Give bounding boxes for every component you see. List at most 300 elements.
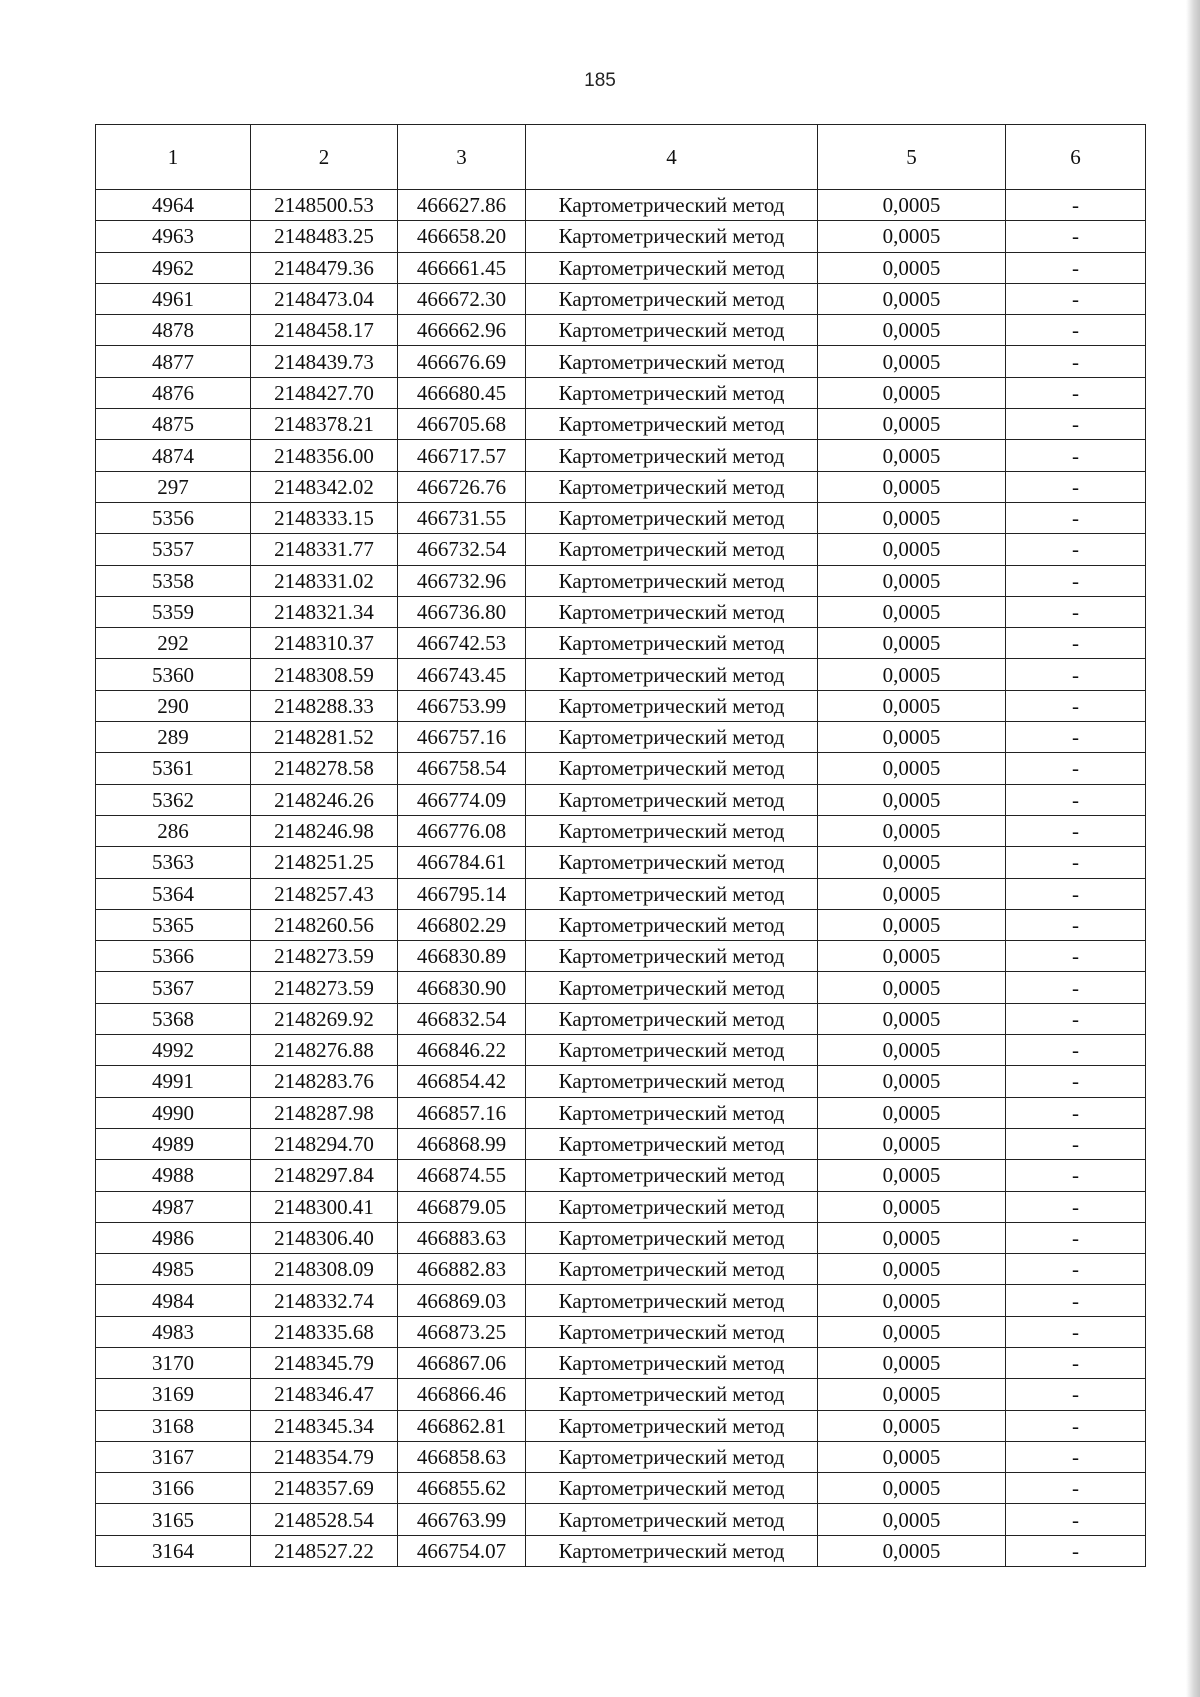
precision-cell: 0,0005 <box>818 1003 1006 1034</box>
y-coordinate-cell: 466627.86 <box>398 190 526 221</box>
note-cell: - <box>1006 377 1146 408</box>
y-coordinate-cell: 466795.14 <box>398 878 526 909</box>
method-cell: Картометрический метод <box>526 1128 818 1159</box>
precision-cell: 0,0005 <box>818 1504 1006 1535</box>
precision-cell: 0,0005 <box>818 377 1006 408</box>
y-coordinate-cell: 466658.20 <box>398 221 526 252</box>
x-coordinate-cell: 2148278.58 <box>251 753 398 784</box>
method-cell: Картометрический метод <box>526 221 818 252</box>
method-cell: Картометрический метод <box>526 1254 818 1285</box>
precision-cell: 0,0005 <box>818 1066 1006 1097</box>
note-cell: - <box>1006 1003 1146 1034</box>
precision-cell: 0,0005 <box>818 502 1006 533</box>
header-row <box>96 125 1146 190</box>
note-cell: - <box>1006 596 1146 627</box>
note-cell: - <box>1006 565 1146 596</box>
method-cell: Картометрический метод <box>526 534 818 565</box>
x-coordinate-cell: 2148308.59 <box>251 659 398 690</box>
note-cell: - <box>1006 471 1146 502</box>
method-cell: Картометрический метод <box>526 1316 818 1347</box>
y-coordinate-cell: 466732.96 <box>398 565 526 596</box>
note-cell: - <box>1006 1128 1146 1159</box>
method-cell: Картометрический метод <box>526 283 818 314</box>
x-coordinate-cell: 2148288.33 <box>251 690 398 721</box>
point-number-cell: 4990 <box>96 1097 251 1128</box>
table-body <box>96 190 1146 1567</box>
y-coordinate-cell: 466846.22 <box>398 1035 526 1066</box>
x-coordinate-cell: 2148321.34 <box>251 596 398 627</box>
table-row <box>96 315 1146 346</box>
y-coordinate-cell: 466774.09 <box>398 784 526 815</box>
table-row <box>96 1504 1146 1535</box>
precision-cell: 0,0005 <box>818 659 1006 690</box>
table-row <box>96 502 1146 533</box>
note-cell: - <box>1006 190 1146 221</box>
header-cell-1: 1 <box>96 125 251 190</box>
note-cell: - <box>1006 409 1146 440</box>
method-cell: Картометрический метод <box>526 1504 818 1535</box>
table-row <box>96 1316 1146 1347</box>
note-cell: - <box>1006 1473 1146 1504</box>
precision-cell: 0,0005 <box>818 1347 1006 1378</box>
y-coordinate-cell: 466858.63 <box>398 1441 526 1472</box>
method-cell: Картометрический метод <box>526 722 818 753</box>
point-number-cell: 4991 <box>96 1066 251 1097</box>
precision-cell: 0,0005 <box>818 1410 1006 1441</box>
point-number-cell: 4877 <box>96 346 251 377</box>
table-row <box>96 440 1146 471</box>
point-number-cell: 5368 <box>96 1003 251 1034</box>
y-coordinate-cell: 466883.63 <box>398 1222 526 1253</box>
point-number-cell: 297 <box>96 471 251 502</box>
point-number-cell: 5365 <box>96 909 251 940</box>
table-header <box>96 125 1146 190</box>
table-row <box>96 1285 1146 1316</box>
method-cell: Картометрический метод <box>526 1160 818 1191</box>
y-coordinate-cell: 466867.06 <box>398 1347 526 1378</box>
table-row <box>96 972 1146 1003</box>
header-cell-3: 3 <box>398 125 526 190</box>
note-cell: - <box>1006 659 1146 690</box>
point-number-cell: 4961 <box>96 283 251 314</box>
point-number-cell: 5358 <box>96 565 251 596</box>
method-cell: Картометрический метод <box>526 190 818 221</box>
method-cell: Картометрический метод <box>526 972 818 1003</box>
x-coordinate-cell: 2148345.34 <box>251 1410 398 1441</box>
method-cell: Картометрический метод <box>526 1285 818 1316</box>
x-coordinate-cell: 2148479.36 <box>251 252 398 283</box>
method-cell: Картометрический метод <box>526 252 818 283</box>
x-coordinate-cell: 2148473.04 <box>251 283 398 314</box>
precision-cell: 0,0005 <box>818 1128 1006 1159</box>
table-row <box>96 722 1146 753</box>
note-cell: - <box>1006 815 1146 846</box>
point-number-cell: 3165 <box>96 1504 251 1535</box>
note-cell: - <box>1006 1222 1146 1253</box>
y-coordinate-cell: 466743.45 <box>398 659 526 690</box>
y-coordinate-cell: 466784.61 <box>398 847 526 878</box>
method-cell: Картометрический метод <box>526 1066 818 1097</box>
precision-cell: 0,0005 <box>818 753 1006 784</box>
table-row <box>96 283 1146 314</box>
point-number-cell: 292 <box>96 628 251 659</box>
point-number-cell: 5359 <box>96 596 251 627</box>
x-coordinate-cell: 2148294.70 <box>251 1128 398 1159</box>
table-row <box>96 909 1146 940</box>
point-number-cell: 4992 <box>96 1035 251 1066</box>
y-coordinate-cell: 466672.30 <box>398 283 526 314</box>
note-cell: - <box>1006 283 1146 314</box>
method-cell: Картометрический метод <box>526 1191 818 1222</box>
point-number-cell: 4985 <box>96 1254 251 1285</box>
note-cell: - <box>1006 1316 1146 1347</box>
table-row <box>96 1535 1146 1566</box>
table-row <box>96 1379 1146 1410</box>
table-row <box>96 346 1146 377</box>
point-number-cell: 4984 <box>96 1285 251 1316</box>
method-cell: Картометрический метод <box>526 941 818 972</box>
precision-cell: 0,0005 <box>818 1254 1006 1285</box>
method-cell: Картометрический метод <box>526 1035 818 1066</box>
note-cell: - <box>1006 315 1146 346</box>
x-coordinate-cell: 2148332.74 <box>251 1285 398 1316</box>
method-cell: Картометрический метод <box>526 377 818 408</box>
precision-cell: 0,0005 <box>818 1379 1006 1410</box>
y-coordinate-cell: 466731.55 <box>398 502 526 533</box>
note-cell: - <box>1006 1191 1146 1222</box>
x-coordinate-cell: 2148331.02 <box>251 565 398 596</box>
y-coordinate-cell: 466661.45 <box>398 252 526 283</box>
point-number-cell: 5362 <box>96 784 251 815</box>
x-coordinate-cell: 2148273.59 <box>251 972 398 1003</box>
x-coordinate-cell: 2148331.77 <box>251 534 398 565</box>
point-number-cell: 3167 <box>96 1441 251 1472</box>
precision-cell: 0,0005 <box>818 565 1006 596</box>
x-coordinate-cell: 2148257.43 <box>251 878 398 909</box>
y-coordinate-cell: 466662.96 <box>398 315 526 346</box>
x-coordinate-cell: 2148283.76 <box>251 1066 398 1097</box>
y-coordinate-cell: 466868.99 <box>398 1128 526 1159</box>
x-coordinate-cell: 2148273.59 <box>251 941 398 972</box>
note-cell: - <box>1006 221 1146 252</box>
precision-cell: 0,0005 <box>818 847 1006 878</box>
y-coordinate-cell: 466717.57 <box>398 440 526 471</box>
x-coordinate-cell: 2148483.25 <box>251 221 398 252</box>
precision-cell: 0,0005 <box>818 722 1006 753</box>
precision-cell: 0,0005 <box>818 941 1006 972</box>
x-coordinate-cell: 2148297.84 <box>251 1160 398 1191</box>
note-cell: - <box>1006 941 1146 972</box>
point-number-cell: 5357 <box>96 534 251 565</box>
method-cell: Картометрический метод <box>526 1003 818 1034</box>
y-coordinate-cell: 466830.90 <box>398 972 526 1003</box>
point-number-cell: 4964 <box>96 190 251 221</box>
y-coordinate-cell: 466874.55 <box>398 1160 526 1191</box>
note-cell: - <box>1006 252 1146 283</box>
x-coordinate-cell: 2148458.17 <box>251 315 398 346</box>
table-row <box>96 534 1146 565</box>
precision-cell: 0,0005 <box>818 1473 1006 1504</box>
x-coordinate-cell: 2148528.54 <box>251 1504 398 1535</box>
table-row <box>96 878 1146 909</box>
method-cell: Картометрический метод <box>526 409 818 440</box>
precision-cell: 0,0005 <box>818 1285 1006 1316</box>
method-cell: Картометрический метод <box>526 784 818 815</box>
note-cell: - <box>1006 753 1146 784</box>
table-row <box>96 252 1146 283</box>
y-coordinate-cell: 466879.05 <box>398 1191 526 1222</box>
y-coordinate-cell: 466754.07 <box>398 1535 526 1566</box>
method-cell: Картометрический метод <box>526 565 818 596</box>
y-coordinate-cell: 466705.68 <box>398 409 526 440</box>
table-row <box>96 1254 1146 1285</box>
y-coordinate-cell: 466882.83 <box>398 1254 526 1285</box>
scan-edge-shadow <box>1186 0 1200 1697</box>
y-coordinate-cell: 466757.16 <box>398 722 526 753</box>
method-cell: Картометрический метод <box>526 815 818 846</box>
note-cell: - <box>1006 722 1146 753</box>
y-coordinate-cell: 466776.08 <box>398 815 526 846</box>
precision-cell: 0,0005 <box>818 471 1006 502</box>
y-coordinate-cell: 466753.99 <box>398 690 526 721</box>
y-coordinate-cell: 466854.42 <box>398 1066 526 1097</box>
method-cell: Картометрический метод <box>526 471 818 502</box>
point-number-cell: 4987 <box>96 1191 251 1222</box>
precision-cell: 0,0005 <box>818 190 1006 221</box>
header-cell-2: 2 <box>251 125 398 190</box>
header-cell-6: 6 <box>1006 125 1146 190</box>
x-coordinate-cell: 2148287.98 <box>251 1097 398 1128</box>
y-coordinate-cell: 466830.89 <box>398 941 526 972</box>
note-cell: - <box>1006 1441 1146 1472</box>
method-cell: Картометрический метод <box>526 628 818 659</box>
method-cell: Картометрический метод <box>526 1535 818 1566</box>
table-row <box>96 377 1146 408</box>
point-number-cell: 3169 <box>96 1379 251 1410</box>
point-number-cell: 4878 <box>96 315 251 346</box>
note-cell: - <box>1006 878 1146 909</box>
method-cell: Картометрический метод <box>526 1441 818 1472</box>
table-row <box>96 628 1146 659</box>
precision-cell: 0,0005 <box>818 1535 1006 1566</box>
note-cell: - <box>1006 1535 1146 1566</box>
point-number-cell: 4876 <box>96 377 251 408</box>
method-cell: Картометрический метод <box>526 502 818 533</box>
y-coordinate-cell: 466763.99 <box>398 1504 526 1535</box>
x-coordinate-cell: 2148300.41 <box>251 1191 398 1222</box>
note-cell: - <box>1006 784 1146 815</box>
table-row <box>96 190 1146 221</box>
y-coordinate-cell: 466866.46 <box>398 1379 526 1410</box>
x-coordinate-cell: 2148342.02 <box>251 471 398 502</box>
header-cell-5: 5 <box>818 125 1006 190</box>
note-cell: - <box>1006 1066 1146 1097</box>
y-coordinate-cell: 466736.80 <box>398 596 526 627</box>
method-cell: Картометрический метод <box>526 1222 818 1253</box>
point-number-cell: 4962 <box>96 252 251 283</box>
point-number-cell: 4986 <box>96 1222 251 1253</box>
note-cell: - <box>1006 1347 1146 1378</box>
method-cell: Картометрический метод <box>526 1473 818 1504</box>
table-row <box>96 753 1146 784</box>
table-row <box>96 565 1146 596</box>
precision-cell: 0,0005 <box>818 596 1006 627</box>
note-cell: - <box>1006 847 1146 878</box>
precision-cell: 0,0005 <box>818 1441 1006 1472</box>
precision-cell: 0,0005 <box>818 346 1006 377</box>
y-coordinate-cell: 466857.16 <box>398 1097 526 1128</box>
method-cell: Картометрический метод <box>526 878 818 909</box>
method-cell: Картометрический метод <box>526 847 818 878</box>
note-cell: - <box>1006 1410 1146 1441</box>
point-number-cell: 4988 <box>96 1160 251 1191</box>
x-coordinate-cell: 2148251.25 <box>251 847 398 878</box>
x-coordinate-cell: 2148333.15 <box>251 502 398 533</box>
note-cell: - <box>1006 1504 1146 1535</box>
note-cell: - <box>1006 1160 1146 1191</box>
table-row <box>96 784 1146 815</box>
x-coordinate-cell: 2148500.53 <box>251 190 398 221</box>
y-coordinate-cell: 466869.03 <box>398 1285 526 1316</box>
point-number-cell: 5360 <box>96 659 251 690</box>
table-row <box>96 596 1146 627</box>
note-cell: - <box>1006 628 1146 659</box>
point-number-cell: 4983 <box>96 1316 251 1347</box>
precision-cell: 0,0005 <box>818 534 1006 565</box>
table-row <box>96 1347 1146 1378</box>
x-coordinate-cell: 2148306.40 <box>251 1222 398 1253</box>
point-number-cell: 289 <box>96 722 251 753</box>
precision-cell: 0,0005 <box>818 1191 1006 1222</box>
header-cell-4: 4 <box>526 125 818 190</box>
y-coordinate-cell: 466742.53 <box>398 628 526 659</box>
y-coordinate-cell: 466873.25 <box>398 1316 526 1347</box>
x-coordinate-cell: 2148260.56 <box>251 909 398 940</box>
note-cell: - <box>1006 1097 1146 1128</box>
y-coordinate-cell: 466726.76 <box>398 471 526 502</box>
y-coordinate-cell: 466680.45 <box>398 377 526 408</box>
method-cell: Картометрический метод <box>526 346 818 377</box>
method-cell: Картометрический метод <box>526 690 818 721</box>
precision-cell: 0,0005 <box>818 221 1006 252</box>
page-number: 185 <box>584 70 616 91</box>
x-coordinate-cell: 2148354.79 <box>251 1441 398 1472</box>
method-cell: Картометрический метод <box>526 1379 818 1410</box>
method-cell: Картометрический метод <box>526 1347 818 1378</box>
table-row <box>96 1003 1146 1034</box>
point-number-cell: 4963 <box>96 221 251 252</box>
x-coordinate-cell: 2148356.00 <box>251 440 398 471</box>
table-row <box>96 409 1146 440</box>
precision-cell: 0,0005 <box>818 315 1006 346</box>
coordinates-table <box>95 124 1146 1567</box>
x-coordinate-cell: 2148308.09 <box>251 1254 398 1285</box>
precision-cell: 0,0005 <box>818 784 1006 815</box>
y-coordinate-cell: 466758.54 <box>398 753 526 784</box>
point-number-cell: 3168 <box>96 1410 251 1441</box>
table-row <box>96 1160 1146 1191</box>
y-coordinate-cell: 466732.54 <box>398 534 526 565</box>
note-cell: - <box>1006 346 1146 377</box>
note-cell: - <box>1006 909 1146 940</box>
x-coordinate-cell: 2148345.79 <box>251 1347 398 1378</box>
table-row <box>96 690 1146 721</box>
x-coordinate-cell: 2148269.92 <box>251 1003 398 1034</box>
note-cell: - <box>1006 502 1146 533</box>
table-row <box>96 1473 1146 1504</box>
method-cell: Картометрический метод <box>526 440 818 471</box>
point-number-cell: 5363 <box>96 847 251 878</box>
table-row <box>96 1128 1146 1159</box>
precision-cell: 0,0005 <box>818 815 1006 846</box>
precision-cell: 0,0005 <box>818 440 1006 471</box>
table-row <box>96 471 1146 502</box>
precision-cell: 0,0005 <box>818 283 1006 314</box>
y-coordinate-cell: 466802.29 <box>398 909 526 940</box>
method-cell: Картометрический метод <box>526 1097 818 1128</box>
point-number-cell: 5366 <box>96 941 251 972</box>
y-coordinate-cell: 466832.54 <box>398 1003 526 1034</box>
precision-cell: 0,0005 <box>818 972 1006 1003</box>
precision-cell: 0,0005 <box>818 690 1006 721</box>
point-number-cell: 5364 <box>96 878 251 909</box>
table-row <box>96 1035 1146 1066</box>
x-coordinate-cell: 2148335.68 <box>251 1316 398 1347</box>
x-coordinate-cell: 2148246.98 <box>251 815 398 846</box>
table-row <box>96 659 1146 690</box>
precision-cell: 0,0005 <box>818 1222 1006 1253</box>
note-cell: - <box>1006 1035 1146 1066</box>
point-number-cell: 3166 <box>96 1473 251 1504</box>
y-coordinate-cell: 466862.81 <box>398 1410 526 1441</box>
point-number-cell: 3170 <box>96 1347 251 1378</box>
note-cell: - <box>1006 1254 1146 1285</box>
x-coordinate-cell: 2148310.37 <box>251 628 398 659</box>
x-coordinate-cell: 2148276.88 <box>251 1035 398 1066</box>
point-number-cell: 4989 <box>96 1128 251 1159</box>
point-number-cell: 290 <box>96 690 251 721</box>
method-cell: Картометрический метод <box>526 909 818 940</box>
method-cell: Картометрический метод <box>526 596 818 627</box>
table-row <box>96 815 1146 846</box>
method-cell: Картометрический метод <box>526 1410 818 1441</box>
note-cell: - <box>1006 534 1146 565</box>
method-cell: Картометрический метод <box>526 315 818 346</box>
point-number-cell: 4875 <box>96 409 251 440</box>
note-cell: - <box>1006 690 1146 721</box>
y-coordinate-cell: 466855.62 <box>398 1473 526 1504</box>
table-row <box>96 941 1146 972</box>
table-row <box>96 1441 1146 1472</box>
x-coordinate-cell: 2148527.22 <box>251 1535 398 1566</box>
table-row <box>96 1410 1146 1441</box>
note-cell: - <box>1006 972 1146 1003</box>
precision-cell: 0,0005 <box>818 909 1006 940</box>
note-cell: - <box>1006 1379 1146 1410</box>
precision-cell: 0,0005 <box>818 252 1006 283</box>
precision-cell: 0,0005 <box>818 878 1006 909</box>
x-coordinate-cell: 2148427.70 <box>251 377 398 408</box>
precision-cell: 0,0005 <box>818 1160 1006 1191</box>
point-number-cell: 3164 <box>96 1535 251 1566</box>
x-coordinate-cell: 2148357.69 <box>251 1473 398 1504</box>
x-coordinate-cell: 2148378.21 <box>251 409 398 440</box>
x-coordinate-cell: 2148439.73 <box>251 346 398 377</box>
y-coordinate-cell: 466676.69 <box>398 346 526 377</box>
point-number-cell: 286 <box>96 815 251 846</box>
method-cell: Картометрический метод <box>526 659 818 690</box>
table-row <box>96 221 1146 252</box>
